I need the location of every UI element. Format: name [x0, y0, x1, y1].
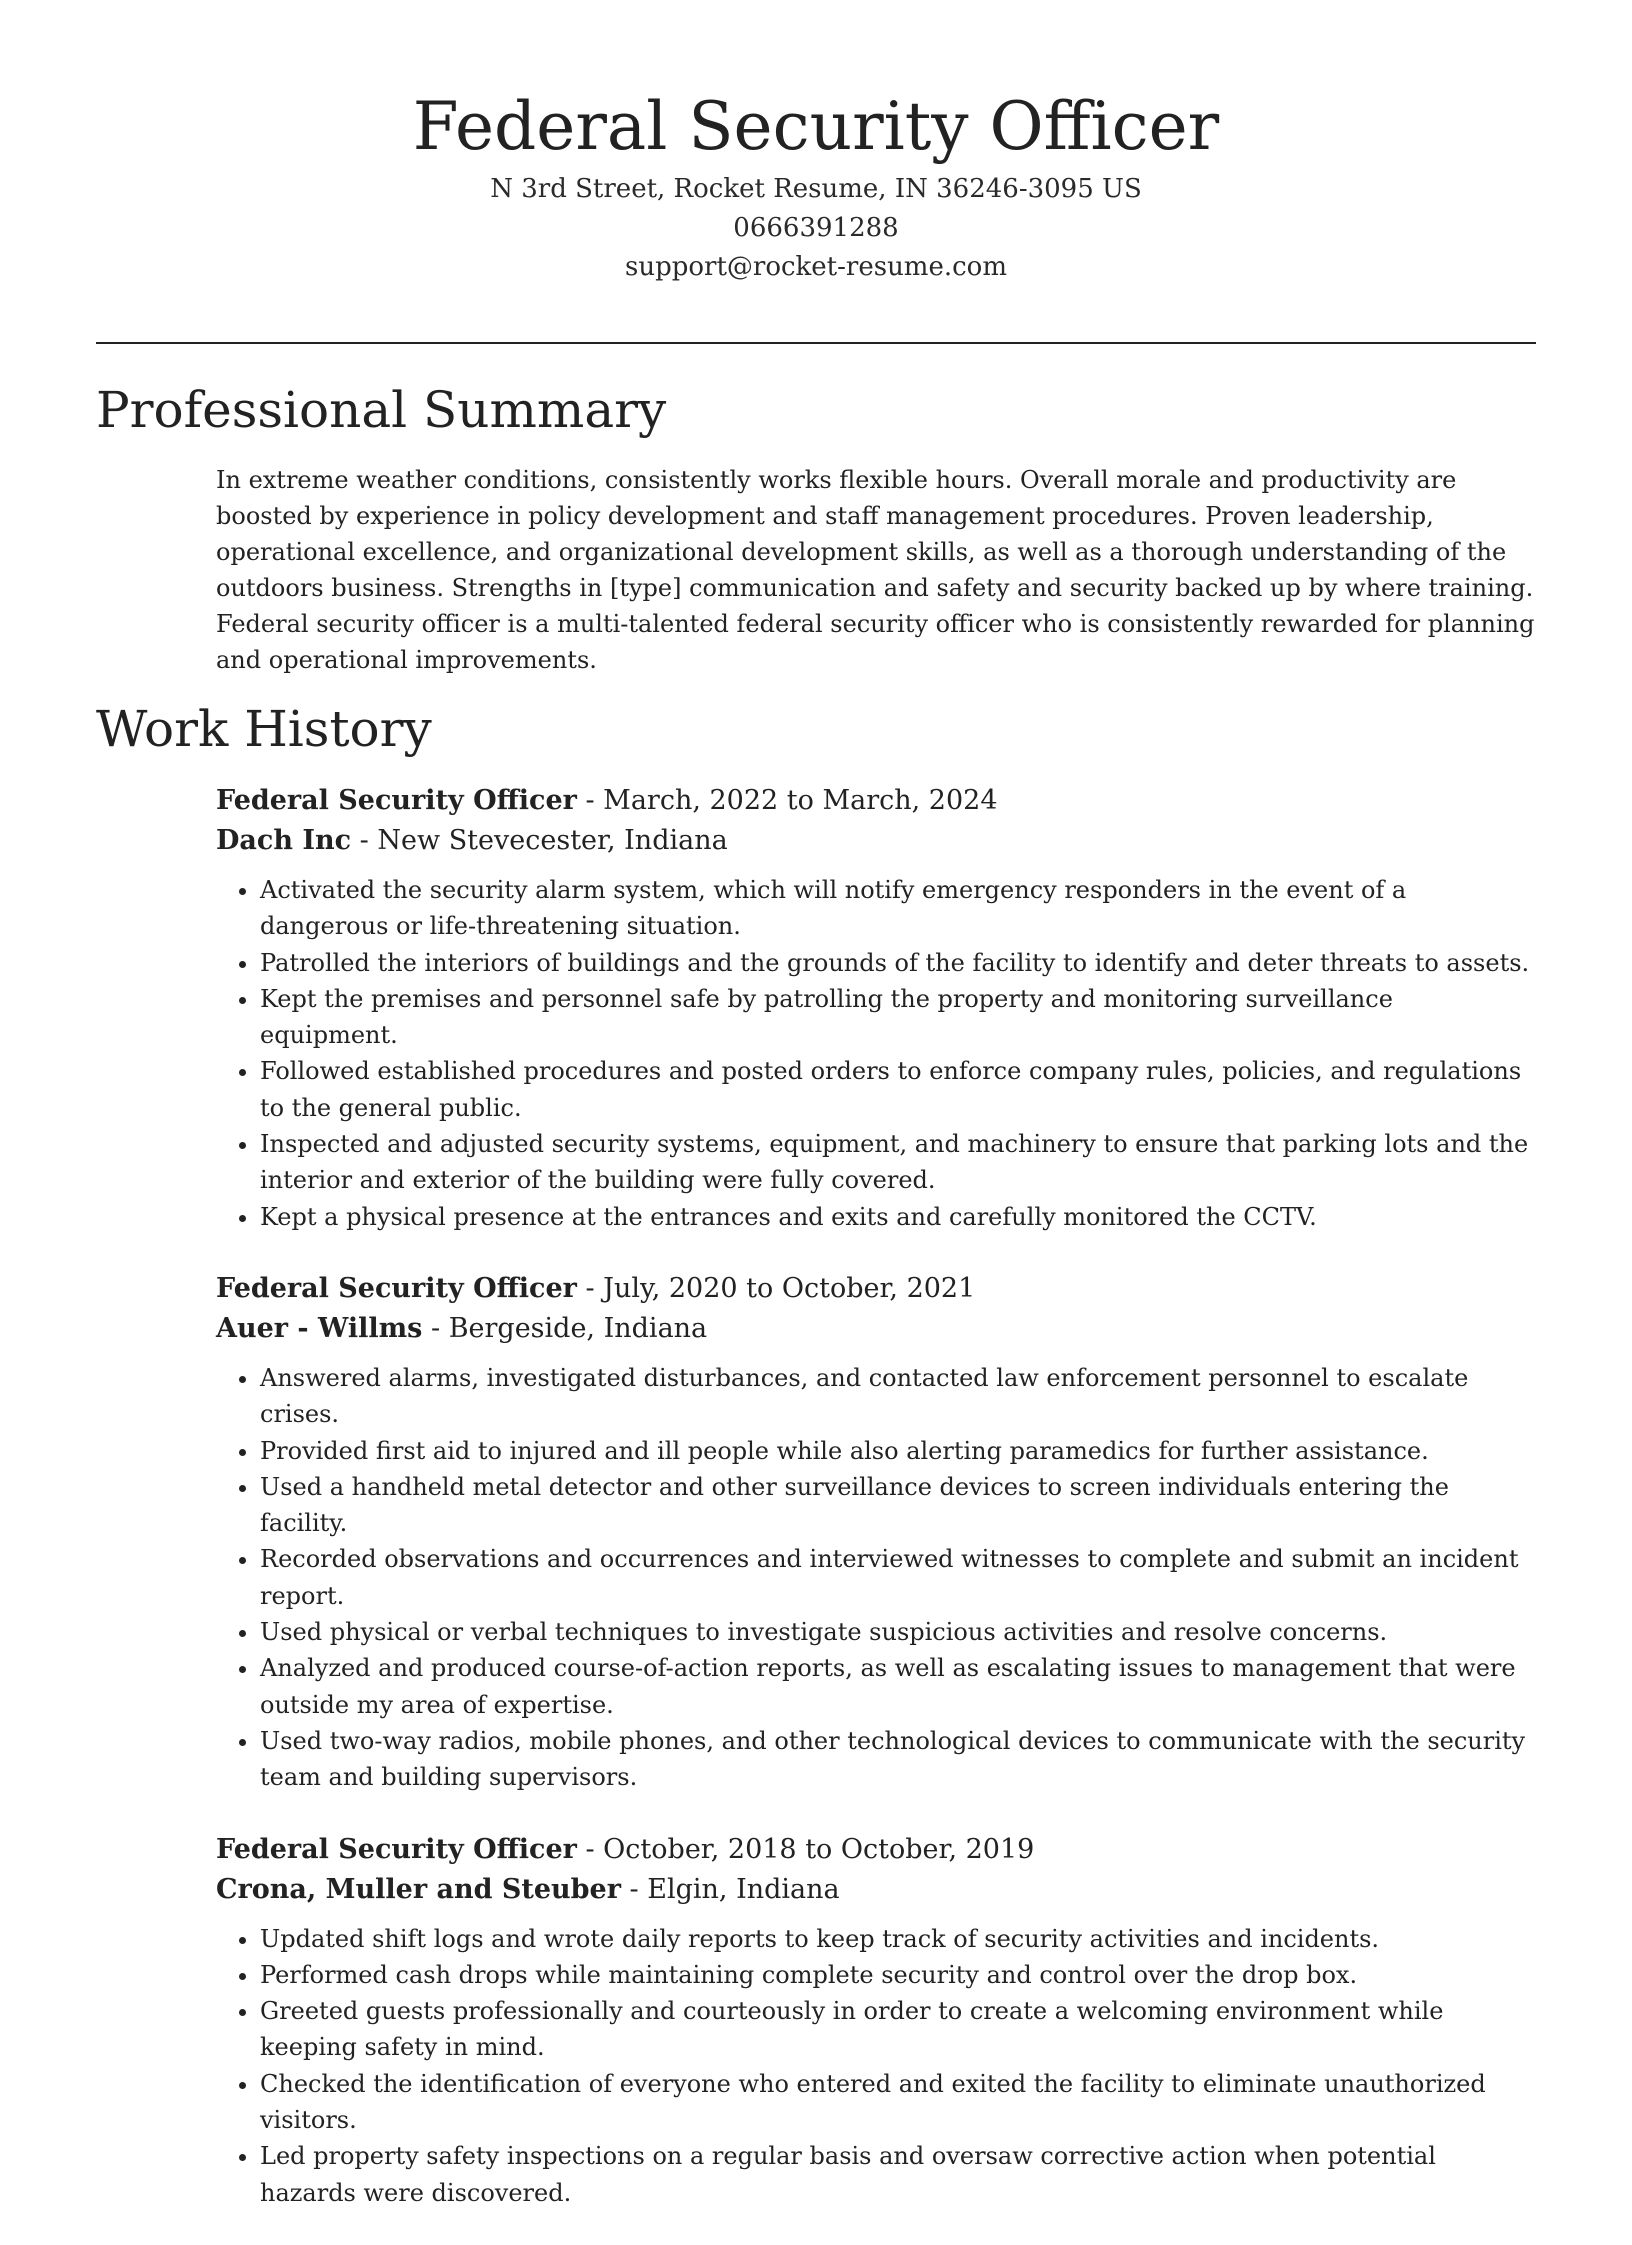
job-duties-list	[216, 1360, 1536, 1796]
job-entry	[216, 781, 1536, 1235]
contact-email: support@rocket-resume.com	[624, 252, 1007, 282]
job-duty-item: • Kept the premises and personnel safe by patrolling the property and monitoring surveillance equipment.	[260, 981, 1536, 1054]
job-location: Elgin, Indiana	[647, 1873, 840, 1905]
job-title: Federal Security Officer	[216, 1833, 577, 1865]
job-duties-list	[216, 1921, 1536, 2211]
job-dates: March, 2022 to March, 2024	[603, 785, 998, 816]
work-history-heading: Work History	[96, 700, 432, 758]
job-duty-item: • Used two-way radios, mobile phones, and other technological devices to communicate with the security team and building supervisors.	[260, 1723, 1536, 1796]
job-company-line	[216, 1870, 1536, 1910]
job-separator: -	[576, 785, 604, 816]
job-location: Bergeside, Indiana	[448, 1312, 708, 1344]
job-title: Federal Security Officer	[216, 785, 577, 816]
job-duty-item: • Performed cash drops while maintaining complete security and control over the drop box.	[260, 1957, 1536, 1993]
job-duty-item: • Led property safety inspections on a regular basis and oversaw corrective action when potential hazards were discovered.	[260, 2138, 1536, 2211]
job-entry	[216, 1269, 1536, 1796]
job-separator: -	[576, 1272, 604, 1304]
summary-heading: Professional Summary	[96, 381, 667, 439]
job-duty-item: • Greeted guests professionally and courteously in order to create a welcoming environment while keeping safety in mind.	[260, 1993, 1536, 2066]
job-duty-item: • Analyzed and produced course-of-action reports, as well as escalating issues to management that were outside my area of expertise.	[260, 1650, 1536, 1723]
contact-phone: 0666391288	[733, 213, 899, 243]
contact-address: N 3rd Street, Rocket Resume, IN 36246-3095 US	[490, 174, 1142, 204]
candidate-name: Federal Security Officer	[412, 88, 1220, 165]
resume-header	[96, 84, 1536, 287]
job-company-line	[216, 821, 1536, 861]
job-duty-item: • Answered alarms, investigated disturbances, and contacted law enforcement personnel to escalate crises.	[260, 1360, 1536, 1433]
job-duty-item: • Checked the identification of everyone who entered and exited the facility to eliminate unauthorized visitors.	[260, 2066, 1536, 2139]
job-company: Auer - Willms	[216, 1312, 423, 1344]
job-company: Dach Inc	[216, 825, 352, 856]
job-separator: -	[422, 1312, 449, 1344]
job-title: Federal Security Officer	[216, 1272, 577, 1304]
job-duty-item: • Followed established procedures and posted orders to enforce company rules, policies, and regulations to the general public.	[260, 1053, 1536, 1126]
job-duty-item: • Inspected and adjusted security systems, equipment, and machinery to ensure that parking lots and the interior and exterior of the building were fully covered.	[260, 1126, 1536, 1199]
job-title-line	[216, 1830, 1536, 1870]
job-title-line	[216, 1269, 1536, 1309]
job-duty-item: • Kept a physical presence at the entrances and exits and carefully monitored the CCTV.	[260, 1199, 1536, 1235]
work-history-list	[216, 781, 1536, 2245]
job-company-line	[216, 1309, 1536, 1349]
job-duty-item: • Provided first aid to injured and ill people while also alerting paramedics for further assistance.	[260, 1433, 1536, 1469]
job-duty-item: • Activated the security alarm system, which will notify emergency responders in the event of a dangerous or life-threatening situation.	[260, 872, 1536, 945]
header-divider	[96, 342, 1536, 344]
job-duty-item: • Patrolled the interiors of buildings and the grounds of the facility to identify and deter threats to assets.	[260, 945, 1536, 981]
job-duty-item: • Used a handheld metal detector and other surveillance devices to screen individuals entering the facility.	[260, 1469, 1536, 1542]
job-location: New Stevecester, Indiana	[377, 825, 728, 856]
job-separator: -	[576, 1833, 604, 1865]
job-separator: -	[620, 1873, 648, 1905]
job-company: Crona, Muller and Steuber	[216, 1873, 621, 1905]
job-dates: October, 2018 to October, 2019	[603, 1833, 1035, 1865]
job-duty-item: • Updated shift logs and wrote daily reports to keep track of security activities and incidents.	[260, 1921, 1536, 1957]
job-duty-item: • Recorded observations and occurrences and interviewed witnesses to complete and submit an incident report.	[260, 1541, 1536, 1614]
job-title-line	[216, 781, 1536, 821]
job-entry	[216, 1830, 1536, 2211]
job-dates: July, 2020 to October, 2021	[603, 1272, 976, 1304]
job-duty-item: • Used physical or verbal techniques to investigate suspicious activities and resolve concerns.	[260, 1614, 1536, 1650]
summary-text: In extreme weather conditions, consistently works flexible hours. Overall morale and productivity are boosted by experience in policy development and staff management procedures. Proven leadership, operational excellence, and organizational development skills, as well as a thorough understanding of the outdoors business. Strengths in [type] communication and safety and security backed up by where training. Federal security officer is a multi-talented federal security officer who is consistently rewarded for planning and operational improvements.	[216, 466, 1535, 674]
job-duties-list	[216, 872, 1536, 1235]
job-separator: -	[351, 825, 378, 856]
